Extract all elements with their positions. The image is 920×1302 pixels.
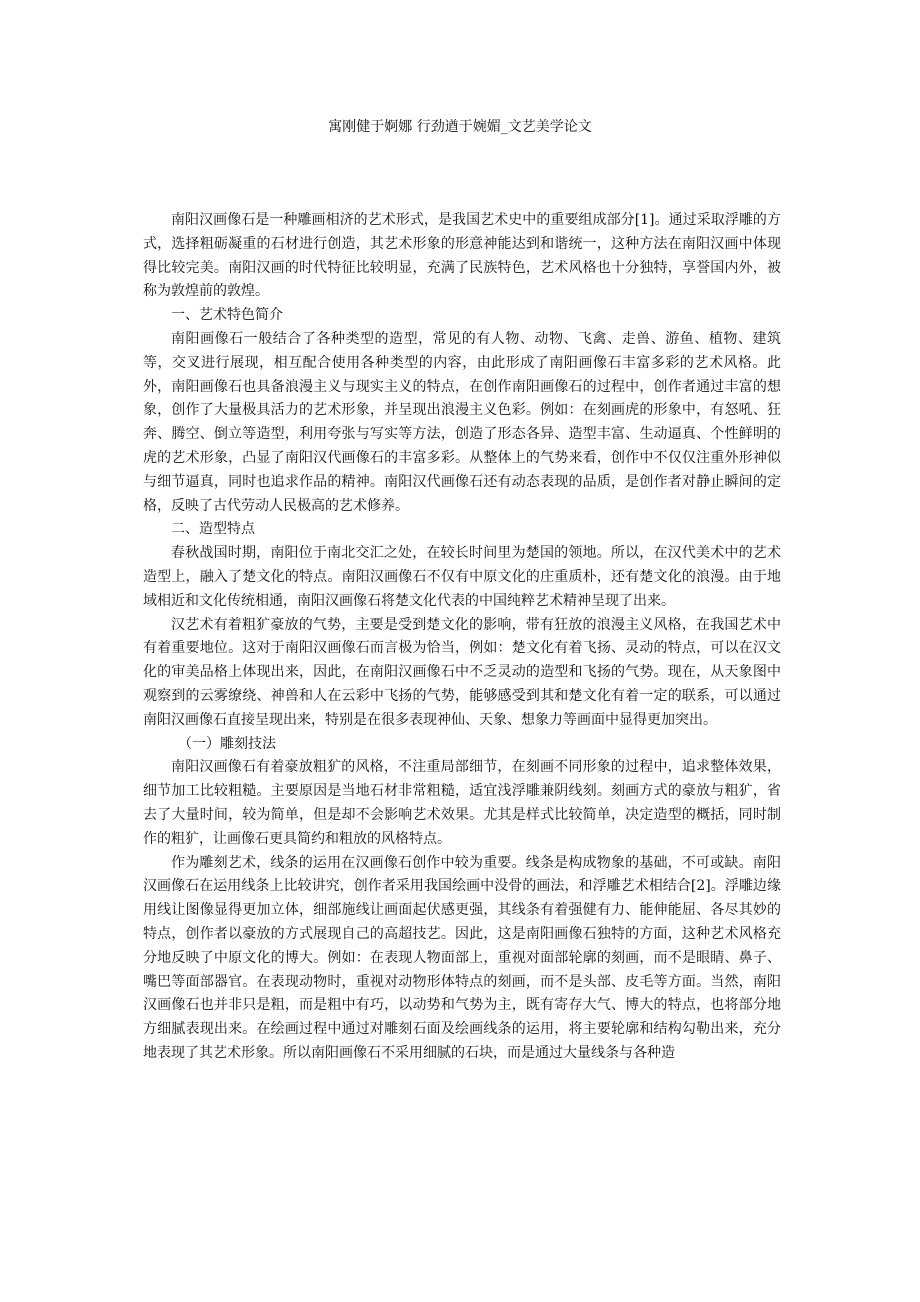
- paragraph-chu-culture: 春秋战国时期，南阳位于南北交汇之处，在较长时间里为楚国的领地。所以，在汉代美术中的艺术造型上，融入了楚文化的特点。南阳汉画像石不仅有中原文化的庄重质朴，还有楚文化的浪漫。由于地域相近和文化传统相通，南阳汉画像石将楚文化代表的中国纯粹艺术精神呈现了出来。: [143, 545, 781, 609]
- paragraph-intro: 南阳汉画像石是一种雕画相济的艺术形式，是我国艺术史中的重要组成部分[1]。通过采取浮雕的方式，选择粗砺凝重的石材进行创造，其艺术形象的形意神能达到和谐统一，这种方法在南阳汉画中体现得比较完美。南阳汉画的时代特征比较明显，充满了民族特色，艺术风格也十分独特，享誉国内外，被称为敦煌前的敦煌。: [143, 212, 781, 300]
- document-body: [143, 209, 781, 1066]
- section-heading-art-features: 一、艺术特色简介: [171, 307, 283, 324]
- paragraph-han-art: 汉艺术有着粗犷豪放的气势，主要是受到楚文化的影响，带有狂放的浪漫主义风格，在我国艺术中有着重要地位。这对于南阳汉画像石而言极为恰当，例如：楚文化有着飞扬、灵动的特点，可以在汉文化的审美品格上体现出来，因此，在南阳汉画像石中不乏灵动的造型和飞扬的气势。现在，从天象图中观察到的云雾缭绕、神兽和人在云彩中飞扬的气势，能够感受到其和楚文化有着一定的联系，可以通过南阳汉画像石直接呈现出来，特别是在很多表现神仙、天象、想象力等画面中显得更加突出。: [143, 616, 781, 728]
- subsection-heading-carving: （一）雕刻技法: [178, 735, 276, 752]
- paragraph-carving-style: 南阳汉画像石有着豪放粗犷的风格，不注重局部细节，在刻画不同形象的过程中，追求整体效果，细节加工比较粗糙。主要原因是当地石材非常粗糙，适宜浅浮雕兼阴线刻。刻画方式的豪放与粗犷，省去了大量时间，较为简单，但是却不会影响艺术效果。尤其是样式比较简单，决定造型的概括，同时制作的粗犷，让画像石更具简约和粗放的风格特点。: [143, 759, 781, 847]
- section-heading-modeling: 二、造型特点: [171, 521, 255, 538]
- paragraph-line-usage: 作为雕刻艺术，线条的运用在汉画像石创作中较为重要。线条是构成物象的基础，不可或缺。南阳汉画像石在运用线条上比较讲究，创作者采用我国绘画中没骨的画法，和浮雕艺术相结合[2]。浮雕边缘用线让图像显得更加立体，细部施线让画面起伏感更强，其线条有着强健有力、能伸能屈、各尽其妙的特点，创作者以豪放的方式展现自己的高超技艺。因此，这是南阳画像石独特的方面，这种艺术风格充分地反映了中原文化的博大。例如：在表现人物面部上，重视对面部轮廓的刻画，而不是眼睛、鼻子、嘴巴等面部器官。在表现动物时，重视对动物形体特点的刻画，而不是头部、皮毛等方面。当然，南阳汉画像石也并非只是粗，而是粗中有巧，以动势和气势为主，既有寄存大气、博大的特点，也将部分地方细腻表现出来。在绘画过程中通过对雕刻石面及绘画线条的运用，将主要轮廓和结构勾勒出来，充分地表现了其艺术形象。所以南阳画像石不采用细腻的石块，而是通过大量线条与各种造: [143, 854, 781, 1061]
- document-title: 寓刚健于婀娜 行劲遒于婉媚_文艺美学论文: [328, 119, 592, 135]
- paragraph-art-features: 南阳画像石一般结合了各种类型的造型，常见的有人物、动物、飞禽、走兽、游鱼、植物、建筑等，交叉进行展现，相互配合使用各种类型的内容，由此形成了南阳画像石丰富多彩的艺术风格。此外，南阳画像石也具备浪漫主义与现实主义的特点，在创作南阳画像石的过程中，创作者通过丰富的想象，创作了大量极具活力的艺术形象，并呈现出浪漫主义色彩。例如：在刻画虎的形象中，有怒吼、狂奔、腾空、倒立等造型，利用夸张与写实等方法，创造了形态各异、造型丰富、生动逼真、个性鲜明的虎的艺术形象，凸显了南阳汉代画像石的丰富多彩。从整体上的气势来看，创作中不仅仅注重外形神似与细节逼真，同时也追求作品的精神。南阳汉代画像石还有动态表现的品质，是创作者对静止瞬间的定格，反映了古代劳动人民极高的艺术修养。: [143, 330, 781, 514]
